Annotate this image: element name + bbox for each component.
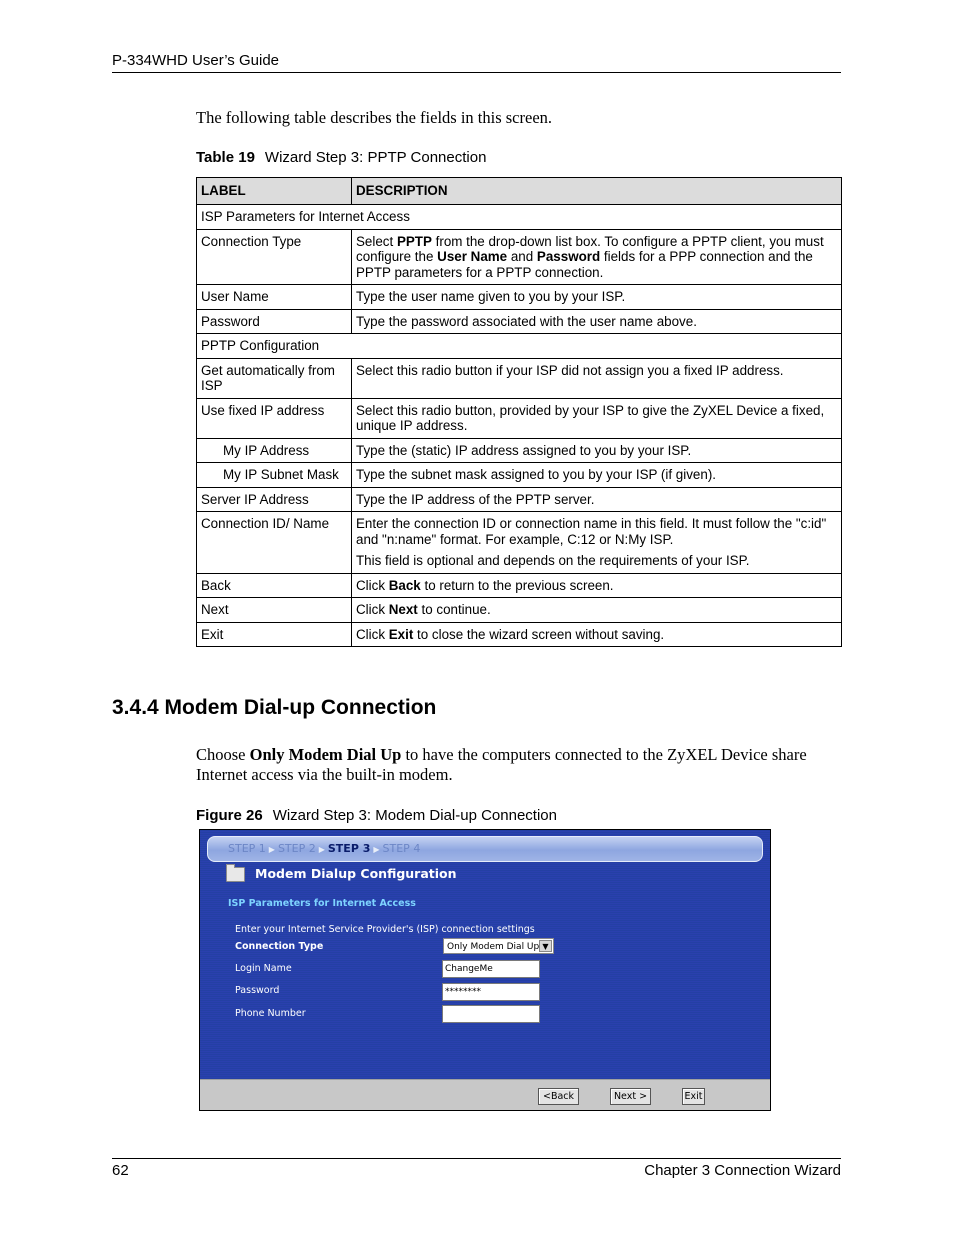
row-label: My IP Subnet Mask <box>197 463 352 488</box>
row-desc: Type the (static) IP address assigned to you by your ISP. <box>352 438 842 463</box>
step-bar <box>207 836 763 862</box>
row-desc: Type the IP address of the PPTP server. <box>352 487 842 512</box>
step-arrow-icon: ▶ <box>373 845 380 854</box>
table-caption <box>196 149 486 166</box>
col-label-header: LABEL <box>197 178 352 205</box>
login-name-label: Login Name <box>235 963 292 974</box>
row-label: Use fixed IP address <box>197 398 352 438</box>
phone-number-input[interactable] <box>442 1005 540 1023</box>
row-label: My IP Address <box>197 438 352 463</box>
row-label: Password <box>197 309 352 334</box>
password-input[interactable]: ******** <box>442 983 540 1001</box>
footer-rule <box>112 1158 841 1159</box>
instruction-text: Enter your Internet Service Provider's (ISP) connection settings <box>235 924 535 935</box>
connection-type-select[interactable]: Only Modem Dial Up ▼ <box>443 938 554 954</box>
page-number: 62 <box>112 1162 129 1179</box>
login-name-input[interactable]: ChangeMe <box>442 960 540 978</box>
password-label: Password <box>235 985 280 996</box>
step-3[interactable]: STEP 3 <box>327 842 371 855</box>
folder-icon <box>226 867 245 882</box>
table-row <box>197 285 842 310</box>
table-caption-text: Wizard Step 3: PPTP Connection <box>264 149 487 166</box>
table-row <box>197 598 842 623</box>
row-label: Next <box>197 598 352 623</box>
row-label: Back <box>197 573 352 598</box>
table-section-row <box>197 334 842 359</box>
table-row <box>197 438 842 463</box>
row-desc: Type the password associated with the user name above. <box>352 309 842 334</box>
section-heading: 3.4.4 Modem Dial-up Connection <box>112 696 437 719</box>
row-label: Exit <box>197 622 352 647</box>
table-row <box>197 398 842 438</box>
step-arrow-icon: ▶ <box>268 845 275 854</box>
row-label: User Name <box>197 285 352 310</box>
table-row <box>197 487 842 512</box>
row-desc: Enter the connection ID or connection name in this field. It must follow the "c:id" and "n:name" format. For example, C:12 or N:My ISP. This field is optional and depends on the requirements of your ISP. <box>352 512 842 574</box>
row-desc: Click Exit to close the wizard screen without saving. <box>352 622 842 647</box>
figure-caption-num: Figure 26 <box>196 807 263 824</box>
phone-number-label: Phone Number <box>235 1008 306 1019</box>
row-desc: Type the subnet mask assigned to you by your ISP (if given). <box>352 463 842 488</box>
row-desc: Select PPTP from the drop-down list box. To configure a PPTP client, you must configure the User Name and Password fields for a PPP connection and the PPTP parameters for a PPTP connection. <box>352 229 842 285</box>
row-label: Connection Type <box>197 229 352 285</box>
intro-text: The following table describes the fields in this screen. <box>196 108 553 127</box>
table-row <box>197 622 842 647</box>
running-header: P-334WHD User’s Guide <box>112 52 279 69</box>
table-caption-num: Table 19 <box>196 149 255 166</box>
description-table <box>196 177 842 647</box>
table-row <box>197 309 842 334</box>
isp-section-title: ISP Parameters for Internet Access <box>228 898 416 909</box>
table-row <box>197 512 842 574</box>
section-paragraph: Choose Only Modem Dial Up to have the computers connected to the ZyXEL Device share Internet access via the built-in modem. <box>196 745 807 784</box>
row-label: Server IP Address <box>197 487 352 512</box>
row-label: Connection ID/ Name <box>197 512 352 574</box>
wizard-title: Modem Dialup Configuration <box>255 866 457 881</box>
wizard-screenshot <box>199 829 771 1111</box>
row-desc: Click Back to return to the previous screen. <box>352 573 842 598</box>
table-row <box>197 229 842 285</box>
row-desc: Select this radio button if your ISP did not assign you a fixed IP address. <box>352 358 842 398</box>
table-header-row <box>197 178 842 205</box>
figure-caption <box>196 807 557 824</box>
section-isp: ISP Parameters for Internet Access <box>197 205 842 230</box>
step-4[interactable]: STEP 4 <box>382 842 421 855</box>
header-rule <box>112 72 841 73</box>
connection-type-label: Connection Type <box>235 941 324 952</box>
chevron-down-icon[interactable]: ▼ <box>539 940 552 952</box>
col-desc-header: DESCRIPTION <box>352 178 842 205</box>
step-arrow-icon: ▶ <box>318 845 325 854</box>
step-1[interactable]: STEP 1 <box>228 842 266 855</box>
figure-caption-text: Wizard Step 3: Modem Dial-up Connection <box>272 807 557 824</box>
row-desc: Select this radio button, provided by your ISP to give the ZyXEL Device a fixed, unique IP address. <box>352 398 842 438</box>
row-label: Get automatically from ISP <box>197 358 352 398</box>
step-2[interactable]: STEP 2 <box>277 842 316 855</box>
section-pptp: PPTP Configuration <box>197 334 842 359</box>
table-row <box>197 573 842 598</box>
button-bar <box>200 1079 770 1111</box>
table-section-row <box>197 205 842 230</box>
chapter-title: Chapter 3 Connection Wizard <box>644 1162 841 1179</box>
back-button[interactable]: <Back <box>538 1088 579 1105</box>
table-row <box>197 358 842 398</box>
row-desc: Type the user name given to you by your ISP. <box>352 285 842 310</box>
next-button[interactable]: Next > <box>610 1088 651 1105</box>
table-row <box>197 463 842 488</box>
exit-button[interactable]: Exit <box>682 1088 705 1105</box>
row-desc: Click Next to continue. <box>352 598 842 623</box>
